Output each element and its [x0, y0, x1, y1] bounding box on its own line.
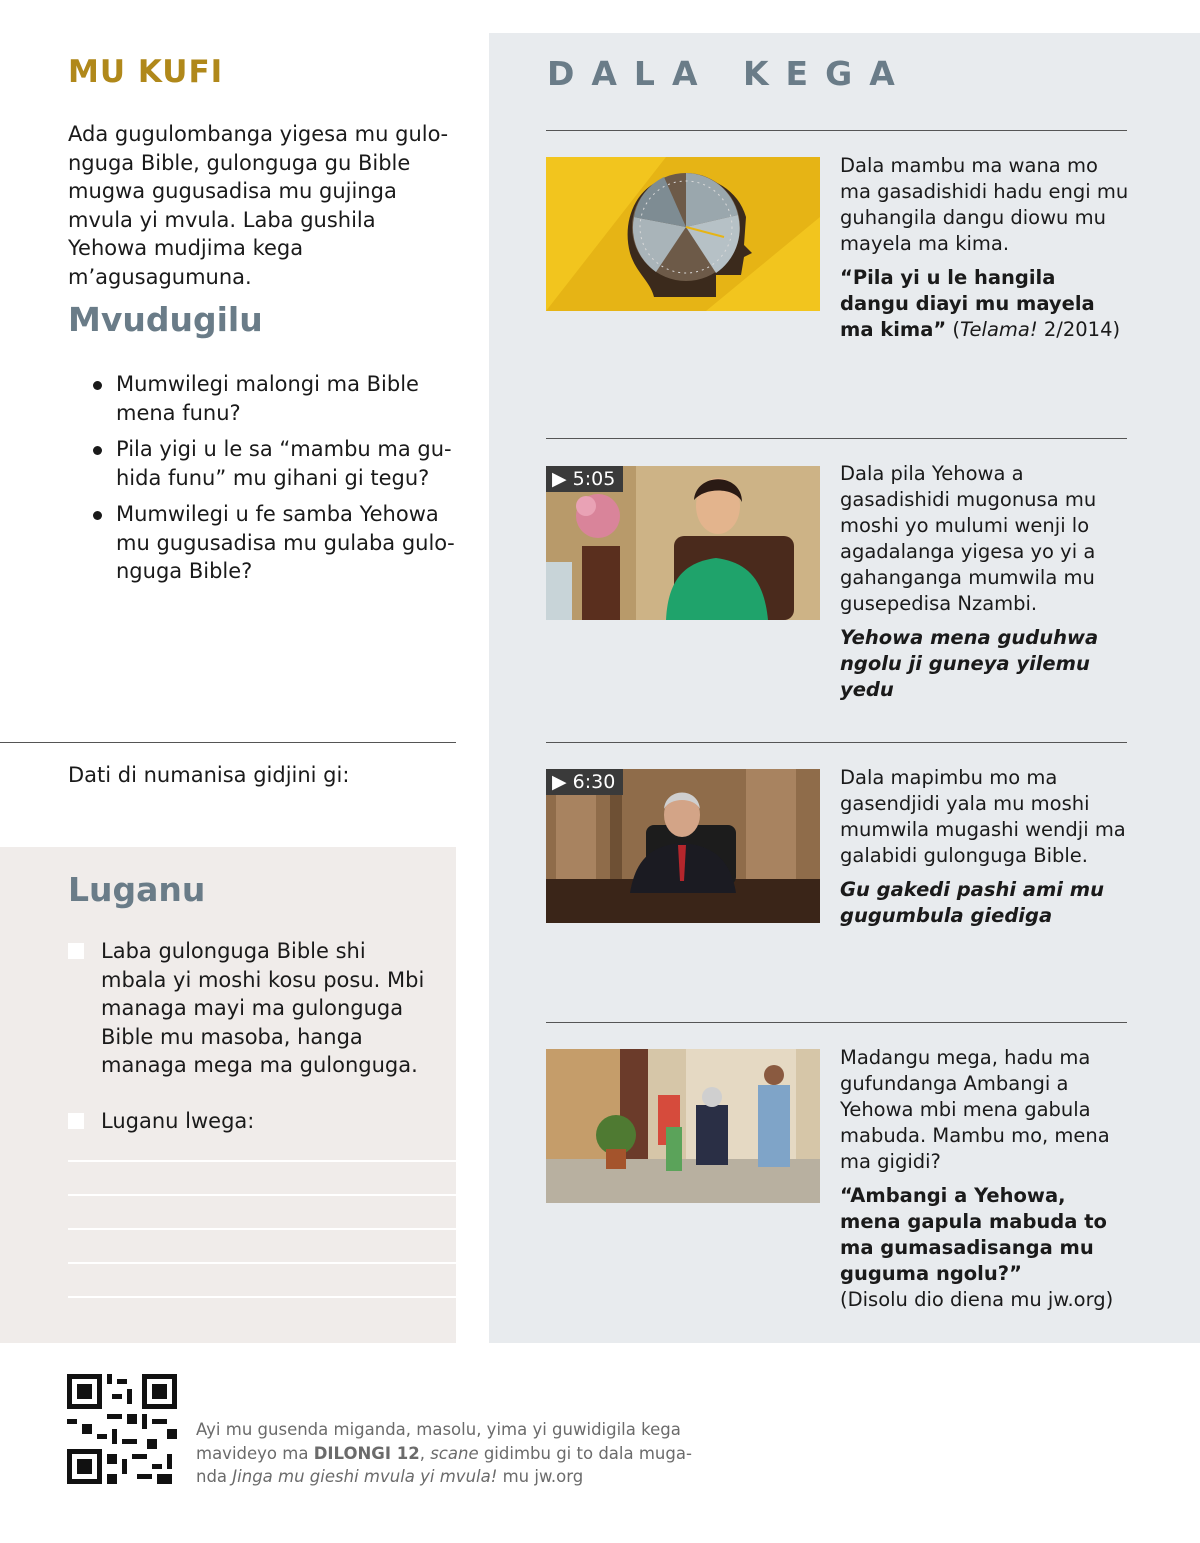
- card-description: Dala mapimbu mo ma gasendjidi yala mu moshi mumwila mugashi wendji ma galabidi gulonguga Bible.: [840, 766, 1126, 867]
- card-text: [840, 1045, 1130, 1313]
- review-question: Mumwilegi u fe samba Yehowa mu gugusadisa mu gulaba gulonguga Bible?: [90, 500, 460, 586]
- video-link[interactable]: Yehowa mena guduhwa ngolu ji guneya yilemu yedu: [840, 626, 1099, 701]
- card-description: Madangu mega, hadu ma gufundanga Ambangi a Yehowa mbi mena gabula mabuda. Mambu mo, mena ma gigidi?: [840, 1046, 1110, 1173]
- video-duration: ▶ 6:30: [546, 769, 623, 795]
- goal-item-other: Luganu lwega:: [68, 1107, 428, 1136]
- card-text: [840, 461, 1130, 703]
- divider: [546, 1022, 1127, 1023]
- goal-panel: [0, 847, 456, 1343]
- writing-line[interactable]: [68, 1194, 456, 1196]
- bullet-icon: [93, 511, 102, 520]
- checkbox[interactable]: [68, 943, 84, 959]
- writing-line[interactable]: [68, 1228, 456, 1230]
- article-link[interactable]: “Ambangi a Yehowa, mena gapula mabuda to ma gumasadisanga mu guguma ngolu?”: [840, 1184, 1107, 1285]
- video-link[interactable]: Gu gakedi pashi ami mu gugumbula giediga: [840, 878, 1104, 927]
- intro-paragraph: Ada gugulombanga yigesa mu gulonguga Bible, gulonguga gu Bible mugwa gugusadisa mu gujinga mvula yi mvula. Laba gushila Yehowa mudjima kega m’agusagumuna.: [68, 122, 449, 289]
- review-question: Mumwilegi malongi ma Bible mena funu?: [90, 370, 460, 427]
- date-label: Dati di numanisa gidjini gi:: [68, 763, 350, 787]
- card-text: [840, 153, 1130, 343]
- play-icon: ▶: [552, 468, 573, 490]
- qr-code-icon[interactable]: [67, 1374, 177, 1484]
- divider: [0, 742, 456, 743]
- article-image[interactable]: [546, 1049, 820, 1203]
- video-thumbnail[interactable]: [546, 769, 820, 923]
- divider: [546, 130, 1127, 131]
- review-question: Pila yigi u le sa “mambu ma guhida funu” mu gihani gi tegu?: [90, 435, 460, 492]
- writing-line[interactable]: [68, 1296, 456, 1298]
- card-description: Dala mambu ma wana mo ma gasadishidi hadu engi mu guhangila dangu diowu mu mayela ma kima.: [840, 154, 1129, 255]
- video-thumbnail[interactable]: [546, 466, 820, 620]
- video-duration: ▶ 5:05: [546, 466, 623, 492]
- goal-title: Luganu: [68, 870, 206, 909]
- review-title: Mvudugilu: [68, 300, 263, 339]
- play-icon: ▶: [552, 771, 573, 793]
- review-questions: [90, 370, 460, 594]
- book-title: Jinga mu gieshi mvula yi mvula!: [232, 1467, 498, 1486]
- checkbox[interactable]: [68, 1113, 84, 1129]
- article-link[interactable]: “Pila yi u le hangila dangu diayi mu mayela ma kima” (Telama! 2/2014): [840, 266, 1121, 341]
- bullet-icon: [93, 446, 102, 455]
- writing-line[interactable]: [68, 1160, 456, 1162]
- head-clock-illustration: [546, 157, 820, 311]
- footer-note: Ayi mu gusenda miganda, masolu, yima yi guwidigila kega mavideyo ma DILONGI 12, scane gidimbu gi to dala muganda Jinga mu gieshi mvula yi mvula! mu jw.org: [196, 1420, 692, 1486]
- goal-item: Laba gulonguga Bible shi mbala yi moshi kosu posu. Mbi managa mayi ma gulonguga Bible mu masoba, hanga managa mega ma gulonguga.: [68, 937, 428, 1080]
- section-title-dala-kega: DALA KEGA: [547, 54, 912, 93]
- card-text: [840, 765, 1130, 929]
- article-note: (Disolu dio diena mu jw.org): [840, 1288, 1114, 1311]
- divider: [546, 438, 1127, 439]
- card-description: Dala pila Yehowa a gasadishidi mugonusa mu moshi yo mulumi wenji lo agadalanga yigesa yo yi a gahanganga mumwila mu gusepedisa Nzambi.: [840, 462, 1097, 615]
- writing-line[interactable]: [68, 1262, 456, 1264]
- family-greeting-image: [546, 1049, 820, 1203]
- bullet-icon: [93, 381, 102, 390]
- lesson-ref: DILONGI 12: [313, 1443, 420, 1463]
- article-image[interactable]: [546, 157, 820, 311]
- section-title-mu-kufi: MU KUFI: [68, 54, 224, 90]
- divider: [546, 742, 1127, 743]
